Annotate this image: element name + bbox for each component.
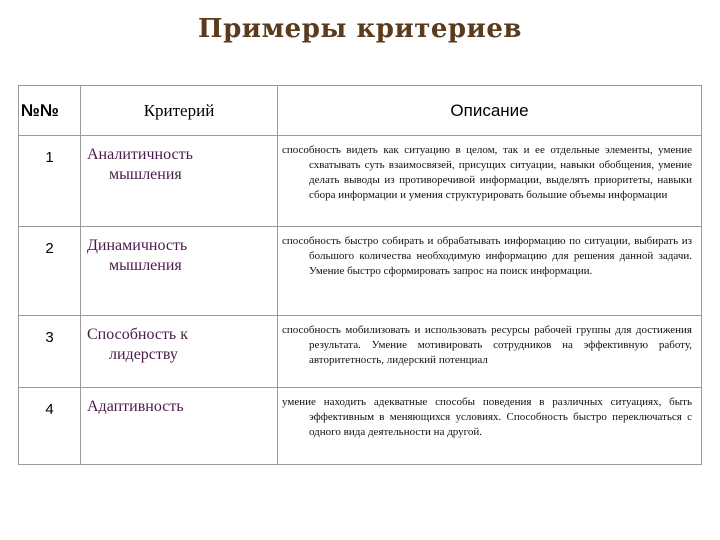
table-row	[19, 316, 702, 388]
row-description: способность видеть как ситуацию в целом, так и ее отдельные элементы, умение схватывать суть взаимосвязей, присущих ситуации, навыки обобщения, умение делать выводы из противоречивой информации, выделять приоритеты, навыки сбора информации и умения структурировать большие объемы информации	[278, 136, 702, 227]
table-header-row	[19, 86, 702, 136]
row-description: умение находить адекватные способы поведения в различных ситуациях, быть эффективным в меняющихся условиях. Способность быстро переключаться с одного вида деятельности на другой.	[278, 388, 702, 465]
row-number: 1	[19, 136, 81, 227]
criterion-line: мышления	[109, 166, 182, 183]
row-criterion	[81, 227, 278, 316]
table-row	[19, 136, 702, 227]
row-number: 2	[19, 227, 81, 316]
header-description: Описание	[278, 86, 702, 136]
criteria-table	[18, 85, 702, 465]
criterion-line: Аналитичность	[87, 146, 193, 163]
criterion-line: Адаптивность	[87, 398, 184, 415]
row-criterion	[81, 136, 278, 227]
header-criterion: Критерий	[81, 86, 278, 136]
criterion-line: Способность к	[87, 326, 188, 343]
criterion-line: лидерству	[109, 346, 178, 363]
criterion-line: мышления	[109, 257, 182, 274]
criterion-line: Динамичность	[87, 237, 188, 254]
row-description: способность мобилизовать и использовать ресурсы рабочей группы для достижения результата. Умение мотивировать сотрудников на эффективную работу, авторитетность, лидерский потенциал	[278, 316, 702, 388]
table-row	[19, 227, 702, 316]
row-criterion	[81, 388, 278, 465]
row-criterion	[81, 316, 278, 388]
page-title: Примеры критериев	[198, 14, 522, 44]
row-description: способность быстро собирать и обрабатывать информацию по ситуации, выбирать из большого количества необходимую информацию для решения данной задачи. Умение быстро сформировать запрос на поиск информации.	[278, 227, 702, 316]
row-number: 3	[19, 316, 81, 388]
header-number: №№	[19, 86, 81, 136]
row-number: 4	[19, 388, 81, 465]
table-row	[19, 388, 702, 465]
